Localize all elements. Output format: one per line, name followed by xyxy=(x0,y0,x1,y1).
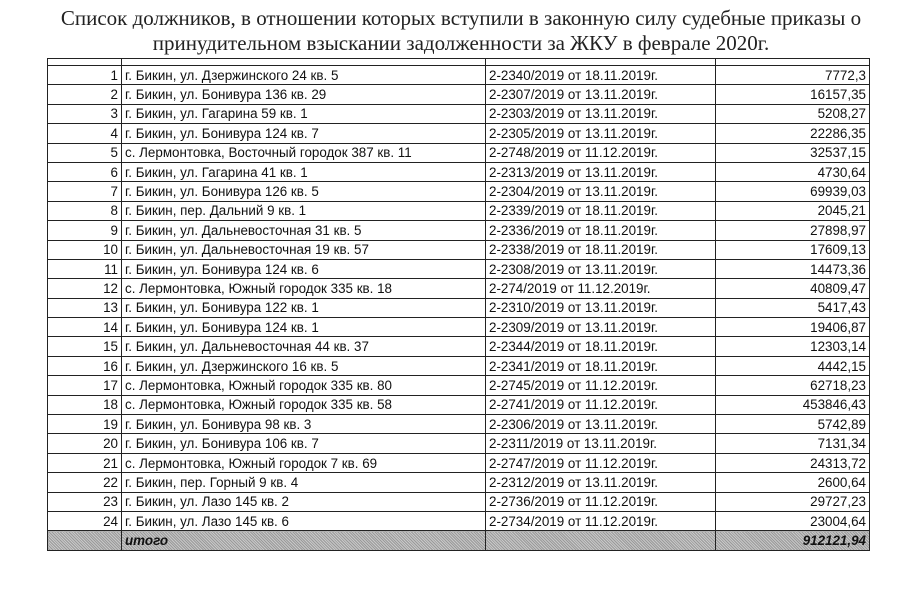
row-number: 15 xyxy=(48,337,122,356)
row-court-order: 2-2305/2019 от 13.11.2019г. xyxy=(486,124,716,143)
total-amount: 912121,94 xyxy=(716,531,870,551)
row-amount: 17609,13 xyxy=(716,240,870,259)
row-address: с. Лермонтовка, Южный городок 335 кв. 58 xyxy=(122,395,486,414)
row-address: г. Бикин, ул. Бонивура 98 кв. 3 xyxy=(122,415,486,434)
row-amount: 22286,35 xyxy=(716,124,870,143)
row-court-order: 2-2338/2019 от 18.11.2019г. xyxy=(486,240,716,259)
row-address: г. Бикин, ул. Дальневосточная 19 кв. 57 xyxy=(122,240,486,259)
row-court-order: 2-2745/2019 от 11.12.2019г. xyxy=(486,376,716,395)
row-address: с. Лермонтовка, Южный городок 335 кв. 18 xyxy=(122,279,486,298)
row-court-order: 2-2307/2019 от 13.11.2019г. xyxy=(486,85,716,104)
table-row xyxy=(48,240,870,259)
table-row xyxy=(48,162,870,181)
row-court-order: 2-2303/2019 от 13.11.2019г. xyxy=(486,104,716,123)
total-label: итого xyxy=(122,531,486,551)
row-address: г. Бикин, ул. Бонивура 122 кв. 1 xyxy=(122,298,486,317)
row-amount: 5208,27 xyxy=(716,104,870,123)
row-amount: 62718,23 xyxy=(716,376,870,395)
row-court-order: 2-2313/2019 от 13.11.2019г. xyxy=(486,162,716,181)
table-row xyxy=(48,182,870,201)
row-amount: 27898,97 xyxy=(716,221,870,240)
table-header-empty-row xyxy=(48,59,870,66)
row-court-order: 2-2741/2019 от 11.12.2019г. xyxy=(486,395,716,414)
row-amount: 12303,14 xyxy=(716,337,870,356)
row-address: г. Бикин, ул. Бонивура 106 кв. 7 xyxy=(122,434,486,453)
row-number: 21 xyxy=(48,453,122,472)
row-number: 7 xyxy=(48,182,122,201)
row-amount: 23004,64 xyxy=(716,511,870,530)
row-court-order: 2-2339/2019 от 18.11.2019г. xyxy=(486,201,716,220)
row-number: 4 xyxy=(48,124,122,143)
table-row xyxy=(48,143,870,162)
row-number: 12 xyxy=(48,279,122,298)
row-number: 22 xyxy=(48,473,122,492)
row-amount: 32537,15 xyxy=(716,143,870,162)
row-number: 8 xyxy=(48,201,122,220)
row-amount: 2600,64 xyxy=(716,473,870,492)
row-court-order: 2-2748/2019 от 11.12.2019г. xyxy=(486,143,716,162)
table-row xyxy=(48,453,870,472)
row-address: г. Бикин, ул. Гагарина 59 кв. 1 xyxy=(122,104,486,123)
row-amount: 29727,23 xyxy=(716,492,870,511)
debtors-table-body xyxy=(48,59,870,531)
row-court-order: 2-2306/2019 от 13.11.2019г. xyxy=(486,415,716,434)
row-address: с. Лермонтовка, Южный городок 7 кв. 69 xyxy=(122,453,486,472)
row-address: г. Бикин, ул. Лазо 145 кв. 2 xyxy=(122,492,486,511)
table-row xyxy=(48,492,870,511)
row-court-order: 2-2304/2019 от 13.11.2019г. xyxy=(486,182,716,201)
row-number: 16 xyxy=(48,356,122,375)
row-amount: 7131,34 xyxy=(716,434,870,453)
row-address: г. Бикин, пер. Дальний 9 кв. 1 xyxy=(122,201,486,220)
table-row xyxy=(48,124,870,143)
row-number: 23 xyxy=(48,492,122,511)
table-row xyxy=(48,104,870,123)
row-address: г. Бикин, ул. Бонивура 136 кв. 29 xyxy=(122,85,486,104)
row-number: 3 xyxy=(48,104,122,123)
table-row xyxy=(48,337,870,356)
row-amount: 19406,87 xyxy=(716,318,870,337)
row-number: 5 xyxy=(48,143,122,162)
row-amount: 5417,43 xyxy=(716,298,870,317)
row-address: г. Бикин, ул. Бонивура 126 кв. 5 xyxy=(122,182,486,201)
table-row xyxy=(48,434,870,453)
title-line-1: Список должников, в отношении которых вступили в законную силу судебные приказы о xyxy=(60,6,862,30)
row-number: 2 xyxy=(48,85,122,104)
row-court-order: 2-2311/2019 от 13.11.2019г. xyxy=(486,434,716,453)
row-amount: 40809,47 xyxy=(716,279,870,298)
table-row xyxy=(48,473,870,492)
row-address: г. Бикин, ул. Дальневосточная 31 кв. 5 xyxy=(122,221,486,240)
row-number: 20 xyxy=(48,434,122,453)
row-address: г. Бикин, ул. Бонивура 124 кв. 1 xyxy=(122,318,486,337)
row-court-order: 2-2309/2019 от 13.11.2019г. xyxy=(486,318,716,337)
title-line-2: принудительном взыскании задолженности за ЖКУ в феврале 2020г. xyxy=(152,31,770,55)
row-address: г. Бикин, ул. Дзержинского 16 кв. 5 xyxy=(122,356,486,375)
row-court-order: 2-274/2019 от 11.12.2019г. xyxy=(486,279,716,298)
debtors-table xyxy=(47,58,870,551)
table-row xyxy=(48,511,870,530)
row-number: 1 xyxy=(48,66,122,85)
row-number: 17 xyxy=(48,376,122,395)
row-court-order: 2-2734/2019 от 11.12.2019г. xyxy=(486,511,716,530)
row-court-order: 2-2312/2019 от 13.11.2019г. xyxy=(486,473,716,492)
table-row xyxy=(48,279,870,298)
row-address: с. Лермонтовка, Южный городок 335 кв. 80 xyxy=(122,376,486,395)
row-court-order: 2-2341/2019 от 18.11.2019г. xyxy=(486,356,716,375)
row-number: 14 xyxy=(48,318,122,337)
table-row xyxy=(48,415,870,434)
row-address: г. Бикин, ул. Дальневосточная 44 кв. 37 xyxy=(122,337,486,356)
row-address: г. Бикин, ул. Гагарина 41 кв. 1 xyxy=(122,162,486,181)
row-address: г. Бикин, ул. Дзержинского 24 кв. 5 xyxy=(122,66,486,85)
row-number: 19 xyxy=(48,415,122,434)
row-number: 13 xyxy=(48,298,122,317)
document-title xyxy=(40,6,882,56)
table-row xyxy=(48,376,870,395)
row-amount: 24313,72 xyxy=(716,453,870,472)
row-court-order: 2-2736/2019 от 11.12.2019г. xyxy=(486,492,716,511)
row-court-order: 2-2308/2019 от 13.11.2019г. xyxy=(486,259,716,278)
row-number: 24 xyxy=(48,511,122,530)
row-amount: 5742,89 xyxy=(716,415,870,434)
row-court-order: 2-2310/2019 от 13.11.2019г. xyxy=(486,298,716,317)
table-row xyxy=(48,85,870,104)
total-row xyxy=(48,531,870,551)
row-court-order: 2-2747/2019 от 11.12.2019г. xyxy=(486,453,716,472)
row-address: с. Лермонтовка, Восточный городок 387 кв. 11 xyxy=(122,143,486,162)
table-row xyxy=(48,201,870,220)
row-number: 11 xyxy=(48,259,122,278)
row-amount: 4442,15 xyxy=(716,356,870,375)
row-address: г. Бикин, ул. Бонивура 124 кв. 6 xyxy=(122,259,486,278)
table-row xyxy=(48,66,870,85)
table-row xyxy=(48,395,870,414)
row-number: 9 xyxy=(48,221,122,240)
row-amount: 4730,64 xyxy=(716,162,870,181)
row-court-order: 2-2336/2019 от 18.11.2019г. xyxy=(486,221,716,240)
row-court-order: 2-2344/2019 от 18.11.2019г. xyxy=(486,337,716,356)
table-row xyxy=(48,259,870,278)
table-row xyxy=(48,356,870,375)
table-row xyxy=(48,298,870,317)
row-address: г. Бикин, ул. Бонивура 124 кв. 7 xyxy=(122,124,486,143)
row-amount: 16157,35 xyxy=(716,85,870,104)
table-row xyxy=(48,221,870,240)
row-number: 10 xyxy=(48,240,122,259)
row-court-order: 2-2340/2019 от 18.11.2019г. xyxy=(486,66,716,85)
row-address: г. Бикин, ул. Лазо 145 кв. 6 xyxy=(122,511,486,530)
row-number: 18 xyxy=(48,395,122,414)
row-address: г. Бикин, пер. Горный 9 кв. 4 xyxy=(122,473,486,492)
row-amount: 453846,43 xyxy=(716,395,870,414)
row-number: 6 xyxy=(48,162,122,181)
row-amount: 7772,3 xyxy=(716,66,870,85)
row-amount: 14473,36 xyxy=(716,259,870,278)
row-amount: 2045,21 xyxy=(716,201,870,220)
row-amount: 69939,03 xyxy=(716,182,870,201)
table-row xyxy=(48,318,870,337)
